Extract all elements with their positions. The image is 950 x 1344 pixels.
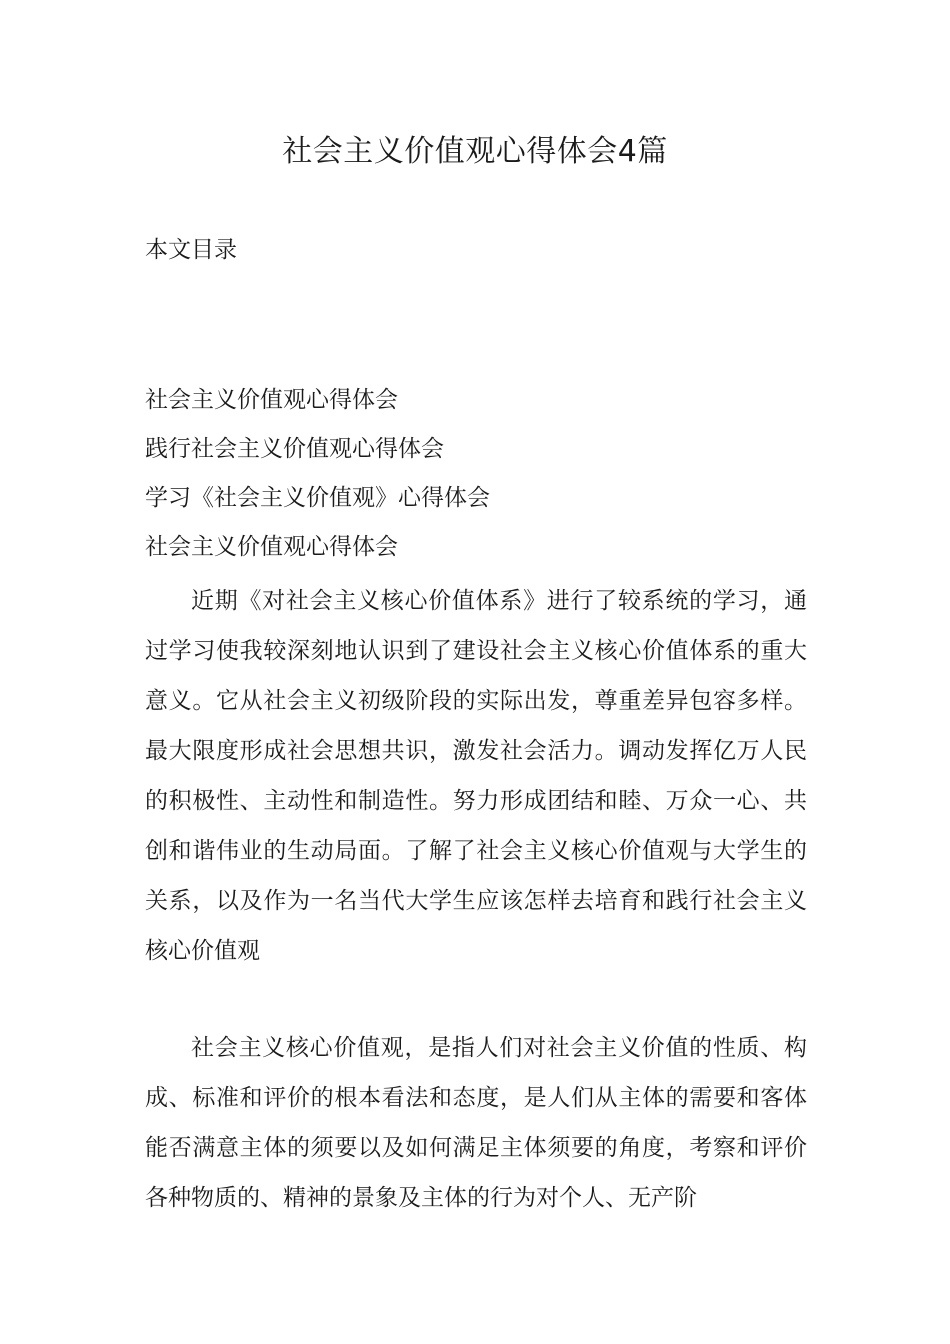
toc-item[interactable]: 社会主义价值观心得体会 [145, 387, 398, 413]
document-title: 社会主义价值观心得体会4篇 [282, 134, 668, 169]
body-paragraph: 近期《对社会主义核心价值体系》进行了较系统的学习，通过学习使我较深刻地认识到了建设社会主义核心价值体系的重大意义。它从社会主义初级阶段的实际出发，尊重差异包容多样。最大限度形成社会思想共识，激发社会活力。调动发挥亿万人民的积极性、主动性和制造性。努力形成团结和睦、万众一心、共创和谐伟业的生动局面。了解了社会主义核心价值观与大学生的关系，以及作为一名当代大学生应该怎样去培育和践行社会主义核心价值观 [145, 588, 807, 964]
toc-item[interactable]: 践行社会主义价值观心得体会 [145, 436, 444, 462]
body-paragraph: 社会主义核心价值观，是指人们对社会主义价值的性质、构成、标准和评价的根本看法和态度，是人们从主体的需要和客体能否满意主体的须要以及如何满足主体须要的角度，考察和评价各种物质的、精神的景象及主体的行为对个人、无产阶 [145, 1035, 807, 1211]
toc-item[interactable]: 社会主义价值观心得体会 [145, 534, 398, 560]
toc-item[interactable]: 学习《社会主义价值观》心得体会 [145, 485, 490, 511]
table-of-contents [145, 383, 490, 579]
toc-heading: 本文目录 [145, 237, 237, 263]
